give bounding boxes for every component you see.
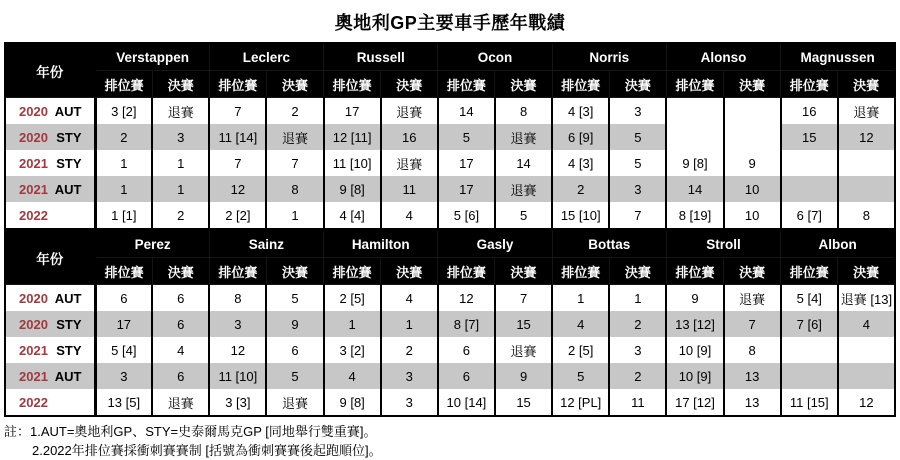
qualifying-result-cell: 12 bbox=[209, 337, 266, 363]
year-wrap bbox=[6, 104, 94, 119]
driver-header-magnussen: Magnussen bbox=[781, 43, 895, 71]
qualifying-result-cell: 13 [12] bbox=[666, 311, 723, 337]
subheader-qualifying: 排位賽 bbox=[324, 71, 381, 98]
qualifying-result-cell: 8 bbox=[209, 285, 266, 312]
qualifying-result-cell: 11 [10] bbox=[209, 363, 266, 389]
header-row-names bbox=[5, 43, 895, 71]
driver-header-sainz: Sainz bbox=[209, 230, 323, 258]
qualifying-result-cell bbox=[781, 176, 838, 202]
year-wrap bbox=[6, 208, 94, 223]
year-label: 2021 bbox=[19, 181, 48, 197]
table-row bbox=[5, 363, 895, 389]
race-result-cell: 6 bbox=[152, 285, 209, 312]
subheader-race: 決賽 bbox=[381, 71, 438, 98]
table-row bbox=[5, 124, 895, 150]
race-result-cell: 4 bbox=[152, 337, 209, 363]
qualifying-result-cell: 11 [10] bbox=[324, 150, 381, 176]
year-cell bbox=[5, 389, 95, 416]
year-cell bbox=[5, 98, 95, 125]
table-row bbox=[5, 285, 895, 312]
year-wrap bbox=[6, 395, 94, 410]
year-cell bbox=[5, 124, 95, 150]
qualifying-result-cell: 1 bbox=[552, 285, 609, 312]
qualifying-result-cell: 12 bbox=[209, 176, 266, 202]
year-label: 2022 bbox=[19, 207, 48, 223]
year-label: 2021 bbox=[19, 368, 48, 384]
race-result-cell: 5 bbox=[266, 363, 323, 389]
qualifying-result-cell: 9 [8] bbox=[324, 389, 381, 416]
driver-header-russell: Russell bbox=[324, 43, 438, 71]
qualifying-result-cell: 9 [8] bbox=[666, 150, 723, 176]
qualifying-result-cell: 16 bbox=[781, 98, 838, 125]
year-cell bbox=[5, 285, 95, 312]
subheader-qualifying: 排位賽 bbox=[552, 71, 609, 98]
race-result-cell: 2 bbox=[609, 363, 666, 389]
subheader-qualifying: 排位賽 bbox=[95, 258, 152, 285]
qualifying-result-cell: 9 [8] bbox=[324, 176, 381, 202]
year-label: 2020 bbox=[19, 290, 48, 306]
year-wrap bbox=[6, 130, 94, 145]
qualifying-result-cell: 1 bbox=[95, 176, 152, 202]
year-wrap bbox=[6, 156, 94, 171]
race-result-cell: 4 bbox=[381, 202, 438, 229]
year-wrap bbox=[6, 343, 94, 358]
year-wrap bbox=[6, 291, 94, 306]
driver-header-norris: Norris bbox=[552, 43, 666, 71]
qualifying-result-cell: 10 [14] bbox=[438, 389, 495, 416]
race-result-cell: 11 bbox=[609, 389, 666, 416]
race-result-cell bbox=[724, 124, 781, 150]
qualifying-result-cell: 3 [3] bbox=[209, 389, 266, 416]
event-label: AUT bbox=[54, 290, 82, 306]
race-result-cell bbox=[838, 337, 895, 363]
race-result-cell: 1 bbox=[266, 202, 323, 229]
race-result-cell: 9 bbox=[495, 363, 552, 389]
qualifying-result-cell: 17 bbox=[438, 150, 495, 176]
subheader-qualifying: 排位賽 bbox=[552, 258, 609, 285]
qualifying-result-cell: 12 [PL] bbox=[552, 389, 609, 416]
qualifying-result-cell: 11 [14] bbox=[209, 124, 266, 150]
race-result-cell bbox=[838, 176, 895, 202]
table-row bbox=[5, 311, 895, 337]
race-result-cell: 退賽 bbox=[266, 389, 323, 416]
qualifying-result-cell: 10 [9] bbox=[666, 337, 723, 363]
qualifying-result-cell: 6 [7] bbox=[781, 202, 838, 229]
qualifying-result-cell: 17 bbox=[324, 98, 381, 125]
race-result-cell: 6 bbox=[266, 337, 323, 363]
race-result-cell bbox=[838, 150, 895, 176]
driver-header-bottas: Bottas bbox=[552, 230, 666, 258]
table-row bbox=[5, 150, 895, 176]
year-cell bbox=[5, 363, 95, 389]
driver-header-verstappen: Verstappen bbox=[95, 43, 209, 71]
qualifying-result-cell: 1 [1] bbox=[95, 202, 152, 229]
race-result-cell bbox=[724, 98, 781, 125]
subheader-qualifying: 排位賽 bbox=[438, 71, 495, 98]
race-result-cell: 14 bbox=[495, 150, 552, 176]
race-result-cell: 11 bbox=[381, 176, 438, 202]
qualifying-result-cell: 2 bbox=[552, 176, 609, 202]
qualifying-result-cell: 4 bbox=[324, 363, 381, 389]
year-cell bbox=[5, 150, 95, 176]
qualifying-result-cell: 6 [9] bbox=[552, 124, 609, 150]
race-result-cell: 退賽 bbox=[381, 98, 438, 125]
race-result-cell: 15 bbox=[495, 311, 552, 337]
qualifying-result-cell: 7 bbox=[209, 150, 266, 176]
race-result-cell: 8 bbox=[495, 98, 552, 125]
subheader-qualifying: 排位賽 bbox=[95, 71, 152, 98]
qualifying-result-cell: 4 [3] bbox=[552, 150, 609, 176]
qualifying-result-cell: 3 bbox=[209, 311, 266, 337]
results-tables-container bbox=[4, 42, 896, 417]
race-result-cell: 8 bbox=[266, 176, 323, 202]
qualifying-result-cell: 5 [6] bbox=[438, 202, 495, 229]
race-result-cell: 1 bbox=[152, 150, 209, 176]
subheader-race: 決賽 bbox=[495, 258, 552, 285]
race-result-cell: 1 bbox=[381, 311, 438, 337]
year-label: 2021 bbox=[19, 155, 48, 171]
race-result-cell: 退賽 bbox=[152, 389, 209, 416]
qualifying-result-cell: 3 bbox=[95, 363, 152, 389]
race-result-cell: 5 bbox=[495, 202, 552, 229]
table-row bbox=[5, 389, 895, 416]
race-result-cell: 7 bbox=[495, 285, 552, 312]
qualifying-result-cell: 7 [6] bbox=[781, 311, 838, 337]
qualifying-result-cell: 3 [2] bbox=[324, 337, 381, 363]
race-result-cell: 10 bbox=[724, 176, 781, 202]
race-result-cell: 退賽 bbox=[495, 124, 552, 150]
race-result-cell: 1 bbox=[152, 176, 209, 202]
event-label: AUT bbox=[54, 181, 82, 197]
race-result-cell: 退賽 bbox=[495, 337, 552, 363]
qualifying-result-cell: 13 [5] bbox=[95, 389, 152, 416]
race-result-cell: 16 bbox=[381, 124, 438, 150]
driver-header-gasly: Gasly bbox=[438, 230, 552, 258]
subheader-qualifying: 排位賽 bbox=[209, 71, 266, 98]
qualifying-result-cell: 6 bbox=[95, 285, 152, 312]
qualifying-result-cell bbox=[666, 124, 723, 150]
qualifying-result-cell: 14 bbox=[438, 98, 495, 125]
race-result-cell: 1 bbox=[609, 285, 666, 312]
race-result-cell: 3 bbox=[609, 337, 666, 363]
event-label: AUT bbox=[54, 368, 82, 384]
subheader-race: 決賽 bbox=[609, 71, 666, 98]
race-result-cell: 8 bbox=[838, 202, 895, 229]
subheader-qualifying: 排位賽 bbox=[781, 71, 838, 98]
race-result-cell: 3 bbox=[381, 363, 438, 389]
race-result-cell: 13 bbox=[724, 363, 781, 389]
driver-header-albon: Albon bbox=[781, 230, 895, 258]
subheader-qualifying: 排位賽 bbox=[781, 258, 838, 285]
race-result-cell: 5 bbox=[266, 285, 323, 312]
qualifying-result-cell: 2 bbox=[95, 124, 152, 150]
table-row bbox=[5, 202, 895, 229]
qualifying-result-cell: 4 bbox=[552, 311, 609, 337]
qualifying-result-cell: 17 [12] bbox=[666, 389, 723, 416]
race-result-cell: 13 bbox=[724, 389, 781, 416]
year-column-header: 年份 bbox=[5, 230, 95, 285]
subheader-qualifying: 排位賽 bbox=[209, 258, 266, 285]
header-row-sub bbox=[5, 71, 895, 98]
year-label: 2020 bbox=[19, 129, 48, 145]
race-result-cell: 退賽 bbox=[838, 98, 895, 125]
subheader-race: 決賽 bbox=[266, 258, 323, 285]
qualifying-result-cell: 15 [10] bbox=[552, 202, 609, 229]
subheader-race: 決賽 bbox=[838, 258, 895, 285]
race-result-cell: 4 bbox=[838, 311, 895, 337]
race-result-cell: 退賽 bbox=[152, 98, 209, 125]
table-row bbox=[5, 98, 895, 125]
race-result-cell: 2 bbox=[381, 337, 438, 363]
race-result-cell: 12 bbox=[838, 124, 895, 150]
race-result-cell: 退賽 bbox=[381, 150, 438, 176]
year-cell bbox=[5, 202, 95, 229]
table-row bbox=[5, 337, 895, 363]
race-result-cell: 2 bbox=[609, 311, 666, 337]
race-result-cell: 15 bbox=[495, 389, 552, 416]
race-result-cell: 8 bbox=[724, 337, 781, 363]
qualifying-result-cell: 5 [4] bbox=[95, 337, 152, 363]
race-result-cell: 2 bbox=[266, 98, 323, 125]
subheader-race: 決賽 bbox=[381, 258, 438, 285]
qualifying-result-cell: 6 bbox=[438, 337, 495, 363]
driver-header-hamilton: Hamilton bbox=[324, 230, 438, 258]
race-result-cell: 9 bbox=[266, 311, 323, 337]
qualifying-result-cell: 8 [19] bbox=[666, 202, 723, 229]
event-label: STY bbox=[56, 155, 82, 171]
subheader-race: 決賽 bbox=[495, 71, 552, 98]
qualifying-result-cell: 4 [3] bbox=[552, 98, 609, 125]
subheader-qualifying: 排位賽 bbox=[666, 258, 723, 285]
race-result-cell: 退賽 [13] bbox=[838, 285, 895, 312]
race-result-cell: 6 bbox=[152, 311, 209, 337]
qualifying-result-cell: 5 bbox=[552, 363, 609, 389]
qualifying-result-cell: 2 [2] bbox=[209, 202, 266, 229]
subheader-qualifying: 排位賽 bbox=[666, 71, 723, 98]
qualifying-result-cell: 1 bbox=[324, 311, 381, 337]
subheader-race: 決賽 bbox=[724, 258, 781, 285]
header-row-sub bbox=[5, 258, 895, 285]
qualifying-result-cell: 5 bbox=[438, 124, 495, 150]
qualifying-result-cell: 9 bbox=[666, 285, 723, 312]
page-title: 奧地利GP主要車手歷年戰績 bbox=[334, 13, 566, 33]
qualifying-result-cell: 7 bbox=[209, 98, 266, 125]
qualifying-result-cell: 1 bbox=[95, 150, 152, 176]
race-result-cell: 退賽 bbox=[266, 124, 323, 150]
qualifying-result-cell: 14 bbox=[666, 176, 723, 202]
subheader-race: 決賽 bbox=[838, 71, 895, 98]
footnote-line-1: 註：1.AUT=奧地利GP、STY=史泰爾馬克GP [同地舉行雙重賽]。 bbox=[4, 424, 377, 439]
year-wrap bbox=[6, 369, 94, 384]
race-result-cell: 5 bbox=[609, 124, 666, 150]
subheader-qualifying: 排位賽 bbox=[438, 258, 495, 285]
qualifying-result-cell: 17 bbox=[95, 311, 152, 337]
event-label: STY bbox=[56, 316, 82, 332]
year-label: 2020 bbox=[19, 103, 48, 119]
qualifying-result-cell: 15 bbox=[781, 124, 838, 150]
subheader-race: 決賽 bbox=[609, 258, 666, 285]
subheader-qualifying: 排位賽 bbox=[324, 258, 381, 285]
race-result-cell: 3 bbox=[609, 176, 666, 202]
event-label: STY bbox=[56, 342, 82, 358]
year-wrap bbox=[6, 317, 94, 332]
driver-header-leclerc: Leclerc bbox=[209, 43, 323, 71]
qualifying-result-cell: 8 [7] bbox=[438, 311, 495, 337]
qualifying-result-cell: 12 bbox=[438, 285, 495, 312]
year-label: 2020 bbox=[19, 316, 48, 332]
qualifying-result-cell bbox=[781, 150, 838, 176]
qualifying-result-cell: 2 [5] bbox=[324, 285, 381, 312]
driver-header-perez: Perez bbox=[95, 230, 209, 258]
race-result-cell: 2 bbox=[152, 202, 209, 229]
footnote-line-2: 2.2022年排位賽採衝刺賽賽制 [括號為衝刺賽賽後起跑順位]。 bbox=[32, 443, 382, 458]
event-label: AUT bbox=[54, 103, 82, 119]
race-result-cell: 6 bbox=[152, 363, 209, 389]
race-result-cell: 7 bbox=[609, 202, 666, 229]
subheader-race: 決賽 bbox=[152, 71, 209, 98]
year-cell bbox=[5, 311, 95, 337]
race-result-cell: 4 bbox=[381, 285, 438, 312]
qualifying-result-cell: 6 bbox=[438, 363, 495, 389]
year-cell bbox=[5, 176, 95, 202]
race-result-cell: 3 bbox=[381, 389, 438, 416]
qualifying-result-cell: 5 [4] bbox=[781, 285, 838, 312]
driver-header-alonso: Alonso bbox=[666, 43, 780, 71]
qualifying-result-cell: 2 [5] bbox=[552, 337, 609, 363]
race-result-cell: 3 bbox=[152, 124, 209, 150]
race-result-cell: 7 bbox=[724, 311, 781, 337]
year-label: 2022 bbox=[19, 394, 48, 410]
subheader-race: 決賽 bbox=[152, 258, 209, 285]
qualifying-result-cell bbox=[781, 363, 838, 389]
year-column-header: 年份 bbox=[5, 43, 95, 98]
results-table-bottom bbox=[4, 229, 896, 417]
results-table-top bbox=[4, 42, 896, 230]
qualifying-result-cell: 17 bbox=[438, 176, 495, 202]
qualifying-result-cell: 10 [9] bbox=[666, 363, 723, 389]
qualifying-result-cell: 12 [11] bbox=[324, 124, 381, 150]
driver-header-ocon: Ocon bbox=[438, 43, 552, 71]
driver-header-stroll: Stroll bbox=[666, 230, 780, 258]
race-result-cell: 9 bbox=[724, 150, 781, 176]
race-result-cell: 7 bbox=[266, 150, 323, 176]
qualifying-result-cell: 11 [15] bbox=[781, 389, 838, 416]
race-result-cell: 退賽 bbox=[495, 176, 552, 202]
race-result-cell bbox=[838, 363, 895, 389]
table-row bbox=[5, 176, 895, 202]
subheader-race: 決賽 bbox=[724, 71, 781, 98]
year-cell bbox=[5, 337, 95, 363]
header-row-names bbox=[5, 230, 895, 258]
race-result-cell: 12 bbox=[838, 389, 895, 416]
race-result-cell: 3 bbox=[609, 98, 666, 125]
qualifying-result-cell bbox=[666, 98, 723, 125]
year-wrap bbox=[6, 182, 94, 197]
qualifying-result-cell: 3 [2] bbox=[95, 98, 152, 125]
race-result-cell: 10 bbox=[724, 202, 781, 229]
footnotes bbox=[4, 422, 896, 460]
event-label: STY bbox=[56, 129, 82, 145]
race-result-cell: 退賽 bbox=[724, 285, 781, 312]
race-result-cell: 5 bbox=[609, 150, 666, 176]
qualifying-result-cell: 4 [4] bbox=[324, 202, 381, 229]
qualifying-result-cell bbox=[781, 337, 838, 363]
year-label: 2021 bbox=[19, 342, 48, 358]
subheader-race: 決賽 bbox=[266, 71, 323, 98]
